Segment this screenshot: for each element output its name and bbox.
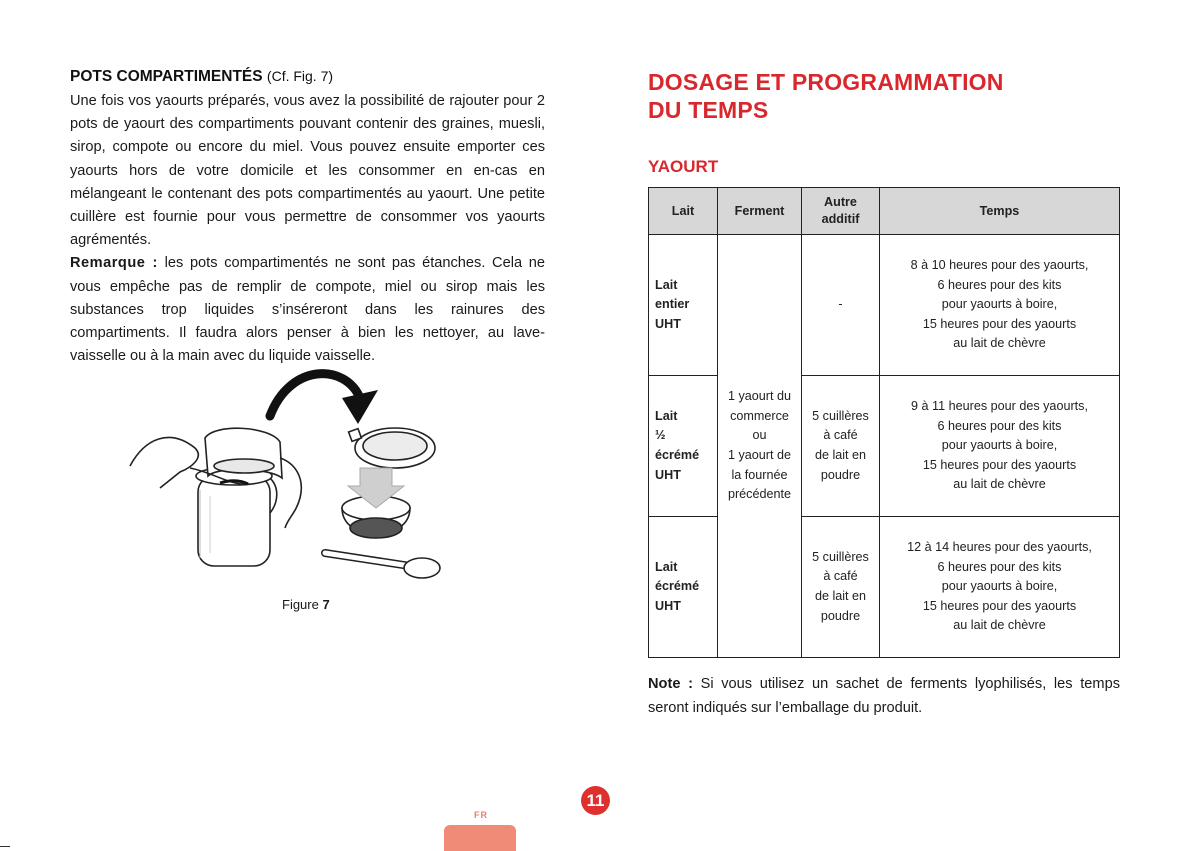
additive-line: poudre <box>820 467 861 482</box>
dosage-table <box>648 187 1120 658</box>
additive-line: de lait en <box>814 448 867 462</box>
milk-cell <box>649 376 718 517</box>
milk-line: ½ <box>655 428 666 443</box>
time-cell <box>880 235 1120 376</box>
header-additive <box>802 188 880 235</box>
figure-caption-number: 7 <box>322 597 330 612</box>
additive-line: poudre <box>820 608 861 623</box>
language-tab <box>444 825 516 851</box>
milk-line: Lait <box>655 559 678 574</box>
yogurt-subtitle: YAOURT <box>648 157 719 176</box>
figure-caption <box>282 597 330 612</box>
language-label: FR <box>474 810 488 820</box>
ferment-line: la fournée <box>731 467 788 482</box>
time-line: pour yaourts à boire, <box>941 438 1058 453</box>
time-line: 15 heures pour des yaourts <box>922 598 1077 613</box>
additive-cell <box>802 376 880 517</box>
milk-line: UHT <box>655 467 681 482</box>
time-line: 12 à 14 heures pour des yaourts, <box>907 540 1092 555</box>
remark-text: les pots compartimentés ne sont pas étanches. Cela ne vous empêche pas de remplir de compote, miel ou sirop mais les substances trop liquides s’inséreront dans les rainures des compartiments. Il faudra alors penser à bien les nettoyer, au lave-vaisselle ou à la main avec du liquide vaisselle. <box>70 255 545 365</box>
header-ferment: Ferment <box>718 188 802 235</box>
time-line: 8 à 10 heures pour des yaourts, <box>910 258 1089 273</box>
milk-line: UHT <box>655 316 681 331</box>
header-milk: Lait <box>649 188 718 235</box>
time-line: au lait de chèvre <box>953 477 1046 492</box>
time-cell <box>880 376 1120 517</box>
remark-label: Remarque : <box>70 255 158 272</box>
milk-cell <box>649 517 718 658</box>
additive-line: à café <box>823 569 858 584</box>
main-title <box>648 68 1120 124</box>
milk-cell <box>649 235 718 376</box>
note-label: Note : <box>648 676 693 692</box>
milk-line: entier <box>655 297 690 312</box>
ferment-line: précédente <box>727 487 792 502</box>
curved-arrow-icon <box>270 374 378 424</box>
ferment-cell <box>718 235 802 658</box>
time-line: 9 à 11 heures pour des yaourts, <box>911 399 1088 414</box>
milk-line: écrémé <box>655 579 700 594</box>
additive-line: 5 cuillères <box>812 549 869 564</box>
ferment-line: commerce <box>730 408 789 423</box>
additive-line: - <box>838 297 843 312</box>
time-line: 6 heures pour des kits <box>937 559 1062 574</box>
time-line: 6 heures pour des kits <box>937 418 1062 433</box>
page-number: 11 <box>581 786 610 815</box>
ferment-line: ou <box>752 428 767 443</box>
section-title <box>70 68 545 86</box>
milk-line: écrémé <box>655 448 700 462</box>
section-title-text: POTS COMPARTIMENTÉS <box>70 68 263 85</box>
right-column <box>648 68 1120 124</box>
table-header-row <box>649 188 1120 235</box>
additive-cell <box>802 517 880 658</box>
time-line: pour yaourts à boire, <box>941 579 1058 594</box>
time-line: 15 heures pour des yaourts <box>922 457 1077 472</box>
additive-cell <box>802 235 880 376</box>
figure-caption-label: Figure <box>282 597 319 612</box>
time-line: 6 heures pour des kits <box>937 277 1062 292</box>
time-cell <box>880 517 1120 658</box>
main-title-line2: DU TEMPS <box>648 97 769 123</box>
main-title-line1: DOSAGE ET PROGRAMMATION <box>648 69 1004 95</box>
ferment-line: 1 yaourt de <box>727 448 791 462</box>
figure-7-illustration <box>120 368 450 598</box>
time-line: pour yaourts à boire, <box>941 297 1058 312</box>
additive-line: 5 cuillères <box>812 408 869 423</box>
ferment-line: 1 yaourt du <box>727 389 791 404</box>
note-text: Si vous utilisez un sachet de ferments lyophilisés, les temps seront indiqués sur l’emballage du produit. <box>648 676 1120 716</box>
additive-line: à café <box>823 428 858 443</box>
time-line: 15 heures pour des yaourts <box>922 316 1077 331</box>
section-title-ref: (Cf. Fig. 7) <box>266 68 334 84</box>
milk-line: UHT <box>655 598 681 613</box>
intro-paragraph <box>70 90 545 368</box>
milk-line: Lait <box>655 408 678 423</box>
milk-line: Lait <box>655 277 678 292</box>
left-column <box>70 68 545 368</box>
time-line: au lait de chèvre <box>953 336 1046 351</box>
yogurt-pot-illustration-icon <box>120 368 450 598</box>
time-line: au lait de chèvre <box>953 618 1046 633</box>
table-row <box>649 235 1120 376</box>
header-additive-text: Autre additif <box>821 195 860 226</box>
intro-text: Une fois vos yaourts préparés, vous avez la possibilité de rajouter pour 2 pots de yaourt des compartiments pouvant contenir des graines, muesli, sirop, compote ou encore du miel. Vous pouvez ensuite emporter ces yaourts hors de votre domicile et les consommer en en-cas en mélangeant le contenant des pots compartimentés au yaourt. Une petite cuillère est fournie pour vous permettre de consommer vos yaourts agrémentés. <box>70 93 545 249</box>
note-paragraph <box>648 672 1120 720</box>
header-time: Temps <box>880 188 1120 235</box>
additive-line: de lait en <box>814 589 867 603</box>
crop-mark <box>0 846 10 847</box>
